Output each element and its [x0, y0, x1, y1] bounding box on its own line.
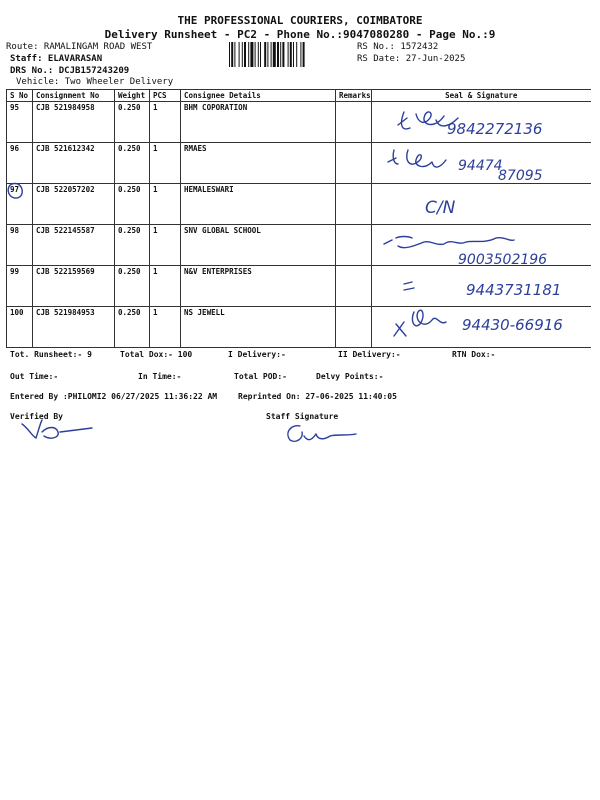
signature-100 [394, 310, 446, 336]
cell-weight: 0.250 [115, 266, 150, 307]
cell-consignment: CJB 521984958 [33, 102, 115, 143]
col-sno: S No [7, 90, 33, 102]
cell-pcs: 1 [150, 143, 181, 184]
cell-weight: 0.250 [115, 225, 150, 266]
col-weight: Weight [115, 90, 150, 102]
signature-98 [384, 237, 514, 248]
in-time: In Time:- [138, 372, 182, 381]
col-pcs: PCS [150, 90, 181, 102]
i-delivery: I Delivery:- [228, 350, 286, 359]
col-remarks: Remarks [336, 90, 372, 102]
cell-consignee: N&V ENTERPRISES [181, 266, 336, 307]
cell-sno: 98 [7, 225, 33, 266]
vehicle-info: Vehicle: Two Wheeler Delivery [16, 77, 174, 87]
cell-pcs: 1 [150, 307, 181, 348]
cell-weight: 0.250 [115, 143, 150, 184]
mark-97: C/N [425, 198, 456, 218]
drs-number: DRS No.: DCJB157243209 [10, 66, 130, 76]
phone-98: 9003502196 [458, 252, 548, 268]
phone-99: 9443731181 [466, 281, 562, 299]
cell-consignment: CJB 522057202 [33, 184, 115, 225]
verified-signature [22, 420, 92, 438]
company-name: THE PROFESSIONAL COURIERS, COIMBATORE [177, 14, 423, 27]
delvy-points: Delvy Points:- [316, 372, 384, 381]
phone-96-b: 87095 [498, 168, 543, 184]
cell-sno: 95 [7, 102, 33, 143]
cell-pcs: 1 [150, 184, 181, 225]
circle-mark-97 [8, 184, 22, 199]
entered-by: Entered By :PHILOMI2 06/27/2025 11:36:22 AM [10, 392, 218, 401]
cell-consignee: HEMALESWARI [181, 184, 336, 225]
reprinted-on: Reprinted On: 27-06-2025 11:40:05 [238, 392, 397, 401]
cell-consignment: CJB 522159569 [33, 266, 115, 307]
signature-96 [388, 150, 446, 167]
cell-weight: 0.250 [115, 184, 150, 225]
staff-signature-ink [288, 426, 356, 442]
runsheet-title: Delivery Runsheet - PC2 - Phone No.:9047080280 - Page No.:9 [104, 28, 496, 41]
cell-consignee: SNV GLOBAL SCHOOL [181, 225, 336, 266]
signature-99 [404, 282, 414, 290]
rs-date: RS Date: 27-Jun-2025 [357, 54, 466, 64]
cell-sno: 96 [7, 143, 33, 184]
phone-100: 94430-66916 [462, 316, 563, 334]
cell-sno: 100 [7, 307, 33, 348]
ii-delivery: II Delivery:- [338, 350, 401, 359]
col-consignment: Consignment No [33, 90, 115, 102]
cell-consignment: CJB 521984953 [33, 307, 115, 348]
total-dox: Total Dox:- 100 [120, 350, 193, 359]
cell-weight: 0.250 [115, 102, 150, 143]
staff-info: Staff: ELAVARASAN [10, 54, 103, 64]
out-time: Out Time:- [10, 372, 59, 381]
cell-consignment: CJB 521612342 [33, 143, 115, 184]
staff-signature-label: Staff Signature [266, 412, 339, 421]
cell-pcs: 1 [150, 225, 181, 266]
cell-sno: 99 [7, 266, 33, 307]
rs-number: RS No.: 1572432 [357, 42, 439, 52]
rtn-dox: RTN Dox:- [452, 350, 496, 359]
col-signature: Seal & Signature [372, 90, 591, 102]
route-info: Route: RAMALINGAM ROAD WEST [6, 42, 153, 52]
total-pod: Total POD:- [234, 372, 287, 381]
cell-consignee: NS JEWELL [181, 307, 336, 348]
cell-consignment: CJB 522145587 [33, 225, 115, 266]
verified-by-label: Verified By [10, 412, 63, 421]
phone-95: 9842272136 [447, 120, 543, 138]
cell-consignee: BHM COPORATION [181, 102, 336, 143]
phone-96-a: 94474 [458, 158, 503, 174]
cell-sno: 97 [7, 184, 33, 225]
total-runsheet: Tot. Runsheet:- 9 [10, 350, 92, 359]
cell-weight: 0.250 [115, 307, 150, 348]
col-consignee: Consignee Details [181, 90, 336, 102]
cell-pcs: 1 [150, 102, 181, 143]
cell-consignee: RMAES [181, 143, 336, 184]
cell-pcs: 1 [150, 266, 181, 307]
